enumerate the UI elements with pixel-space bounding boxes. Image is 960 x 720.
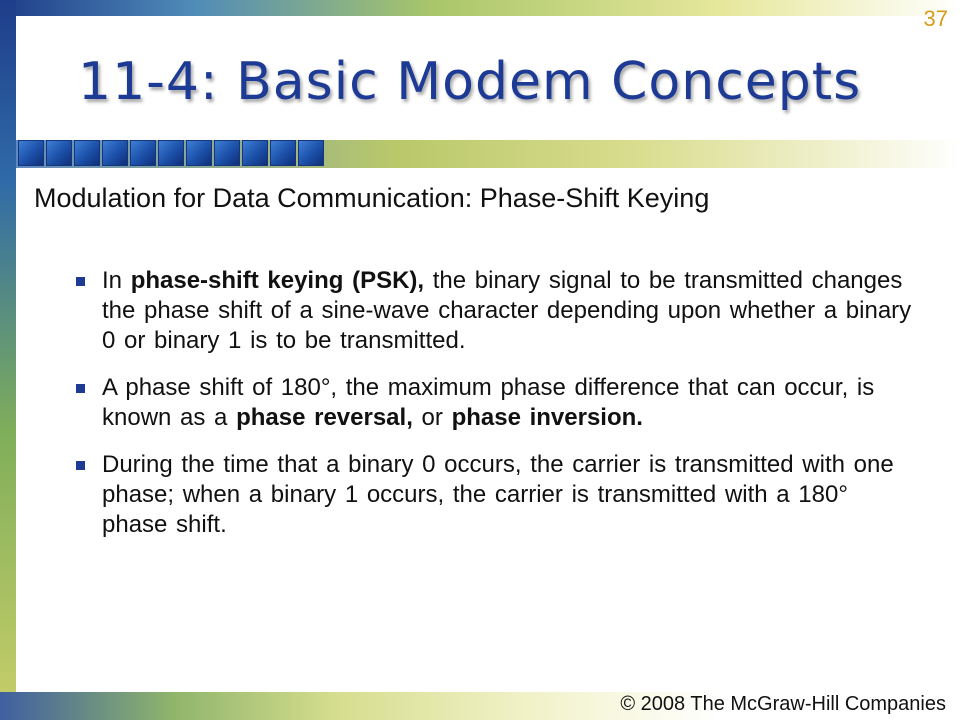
copyright-footer: © 2008 The McGraw-Hill Companies xyxy=(620,693,946,715)
top-frame-bar xyxy=(0,0,960,16)
bold-term: phase inversion. xyxy=(451,404,643,431)
bullet-text: or xyxy=(412,404,452,431)
bold-term: phase-shift keying (PSK), xyxy=(130,267,425,294)
square-bullet-icon xyxy=(76,461,85,470)
decorative-square xyxy=(18,140,44,166)
decorative-square xyxy=(242,140,268,166)
left-frame-bar xyxy=(0,0,16,720)
bullet-item xyxy=(74,450,914,540)
square-bullet-icon xyxy=(76,384,85,393)
bold-term: phase reversal, xyxy=(236,404,413,431)
bullet-item xyxy=(74,266,914,356)
main-heading: Modulation for Data Communication: Phase-Shift Keying xyxy=(34,183,710,213)
decorative-square xyxy=(214,140,240,166)
decorative-square xyxy=(46,140,72,166)
decorative-square xyxy=(186,140,212,166)
decorative-square xyxy=(158,140,184,166)
bullet-list xyxy=(74,266,914,557)
decorative-square xyxy=(102,140,128,166)
decorative-squares xyxy=(16,140,324,168)
bullet-item xyxy=(74,373,914,433)
bullet-text: the binary signal to be transmitted changes the phase shift of a sine-wave character depending upon whether a binary 0 or binary 1 is to be transmitted. xyxy=(102,267,912,354)
decorative-square xyxy=(130,140,156,166)
decorative-square xyxy=(298,140,324,166)
square-bullet-icon xyxy=(76,277,85,286)
slide-title: 11-4: Basic Modem Concepts xyxy=(78,52,862,112)
bullet-text: During the time that a binary 0 occurs, the carrier is transmitted with one phase; when a binary 1 occurs, the carrier is transmitted with a 180° phase shift. xyxy=(102,451,894,538)
decorative-square xyxy=(270,140,296,166)
bullet-text: A phase shift of 180°, the maximum phase difference that can occur, is known as a xyxy=(102,374,875,431)
page-number: 37 xyxy=(923,6,948,31)
bullet-text: In xyxy=(102,267,131,294)
decorative-square xyxy=(74,140,100,166)
